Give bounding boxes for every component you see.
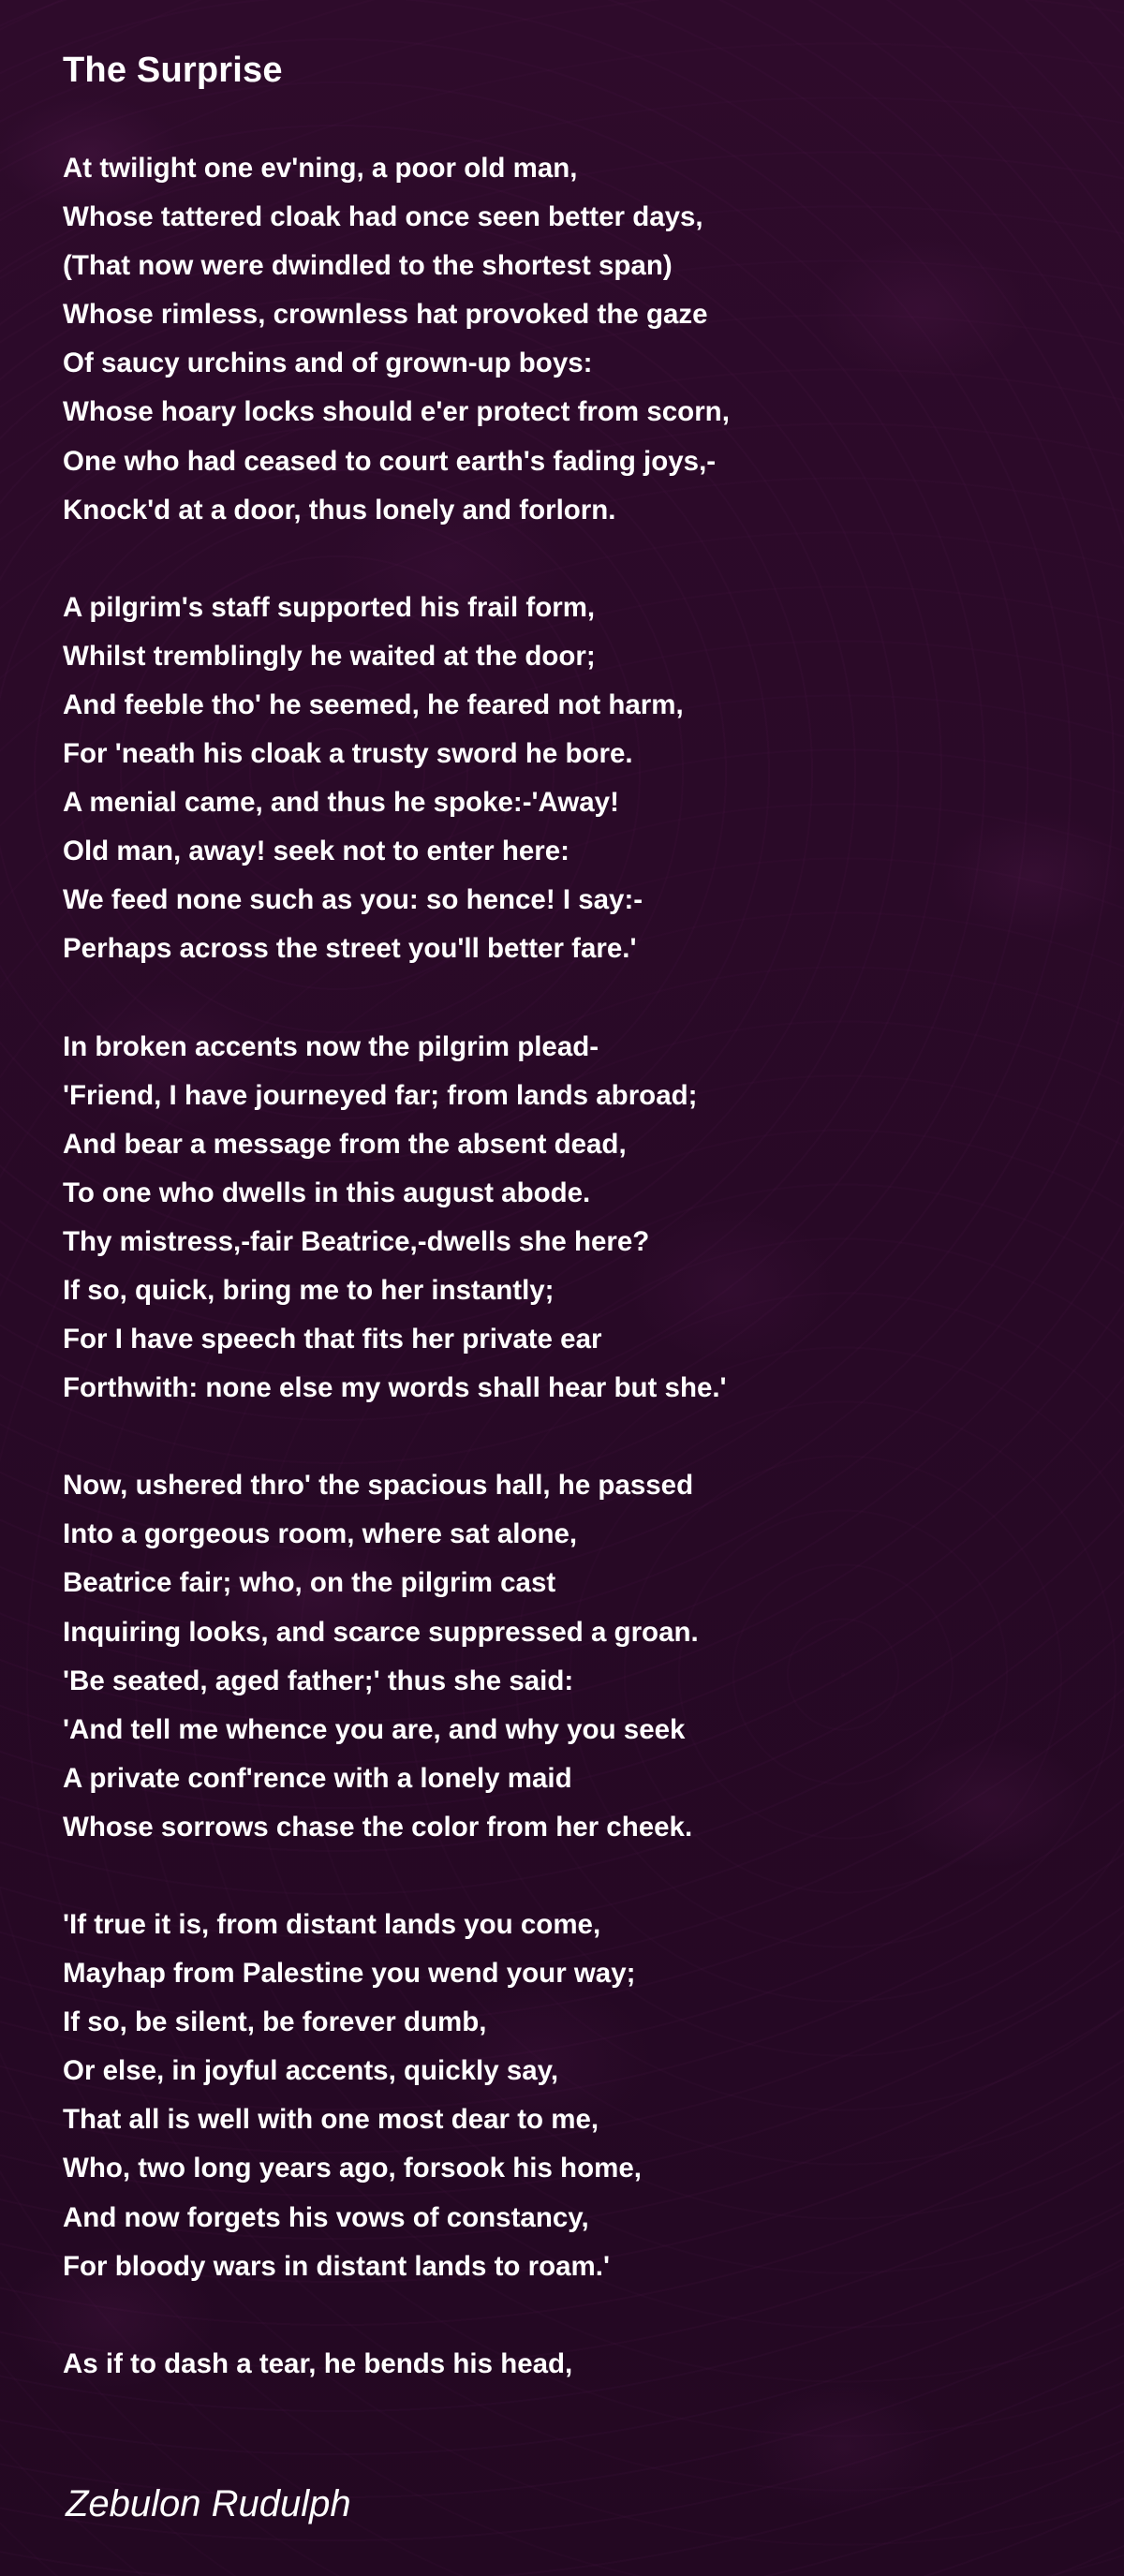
poem-line: Forthwith: none else my words shall hear but she.' [63, 1372, 727, 1404]
poem-line: That all is well with one most dear to me, [63, 2104, 599, 2136]
poem-line: 'Friend, I have journeyed far; from lands abroad; [63, 1079, 698, 1111]
poem-line: To one who dwells in this august abode. [63, 1177, 591, 1208]
poem-line: A pilgrim's staff supported his frail form, [63, 591, 596, 623]
poem-line: 'Be seated, aged father;' thus she said: [63, 1665, 574, 1696]
poem-line: One who had ceased to court earth's fading joys,- [63, 445, 717, 477]
poem-line: And feeble tho' he seemed, he feared not harm, [63, 688, 684, 720]
poem-line: Whose rimless, crownless hat provoked the gaze [63, 299, 708, 331]
poem-line: Or else, in joyful accents, quickly say, [63, 2055, 559, 2087]
poem-line: Knock'd at a door, thus lonely and forlorn. [63, 494, 616, 526]
poem-line: Of saucy urchins and of grown-up boys: [63, 348, 593, 379]
poem-line: Thy mistress,-fair Beatrice,-dwells she here? [63, 1225, 650, 1257]
poem-line: If so, be silent, be forever dumb, [63, 2006, 487, 2038]
poem-line: Perhaps across the street you'll better fare.' [63, 933, 637, 965]
poem-container [63, 47, 1074, 2437]
poem-line: (That now were dwindled to the shortest span) [63, 250, 673, 282]
poem-line: A menial came, and thus he spoke:-'Away! [63, 787, 619, 819]
poem-line: Whilst tremblingly he waited at the door; [63, 640, 596, 672]
poem-stanza [63, 1023, 1074, 1414]
poem-line: For bloody wars in distant lands to roam.' [63, 2250, 610, 2282]
poem-stanza [63, 2340, 1074, 2389]
poem-title: The Surprise [63, 51, 283, 90]
poem-line: In broken accents now the pilgrim plead- [63, 1030, 599, 1062]
poem-line: Inquiring looks, and scarce suppressed a groan. [63, 1616, 699, 1648]
poem-line: Whose sorrows chase the color from her cheek. [63, 1811, 693, 1843]
poem-line: Who, two long years ago, forsook his home, [63, 2153, 642, 2184]
poem-stanza [63, 584, 1074, 974]
poem-stanza [63, 1461, 1074, 1852]
poem-stanza [63, 144, 1074, 535]
poem-line: Mayhap from Palestine you wend your way; [63, 1958, 636, 1990]
poem-line: Into a gorgeous room, where sat alone, [63, 1518, 578, 1550]
poem-line: For I have speech that fits her private ear [63, 1324, 602, 1355]
poem-line: And now forgets his vows of constancy, [63, 2201, 589, 2233]
poem-author: Zebulon Rudulph [66, 2483, 351, 2524]
poem-line: Old man, away! seek not to enter here: [63, 836, 569, 867]
poem-stanza [63, 1901, 1074, 2291]
poem-line: 'And tell me whence you are, and why you seek [63, 1713, 686, 1745]
poem-line: For 'neath his cloak a trusty sword he bore. [63, 738, 633, 770]
poem-line: If so, quick, bring me to her instantly; [63, 1274, 555, 1306]
poem-line: 'If true it is, from distant lands you come, [63, 1909, 601, 1940]
poem-line: As if to dash a tear, he bends his head, [63, 2347, 573, 2379]
poem-line: Now, ushered thro' the spacious hall, he passed [63, 1470, 694, 1502]
poem-line: We feed none such as you: so hence! I say:- [63, 884, 643, 916]
poem-line: And bear a message from the absent dead, [63, 1128, 627, 1160]
poem-line: Beatrice fair; who, on the pilgrim cast [63, 1567, 556, 1599]
poem-line: Whose hoary locks should e'er protect from scorn, [63, 396, 730, 428]
poem-line: At twilight one ev'ning, a poor old man, [63, 153, 578, 184]
poem-body [63, 144, 1074, 2389]
poem-line: A private conf'rence with a lonely maid [63, 1762, 572, 1794]
poem-line: Whose tattered cloak had once seen better days, [63, 201, 703, 233]
